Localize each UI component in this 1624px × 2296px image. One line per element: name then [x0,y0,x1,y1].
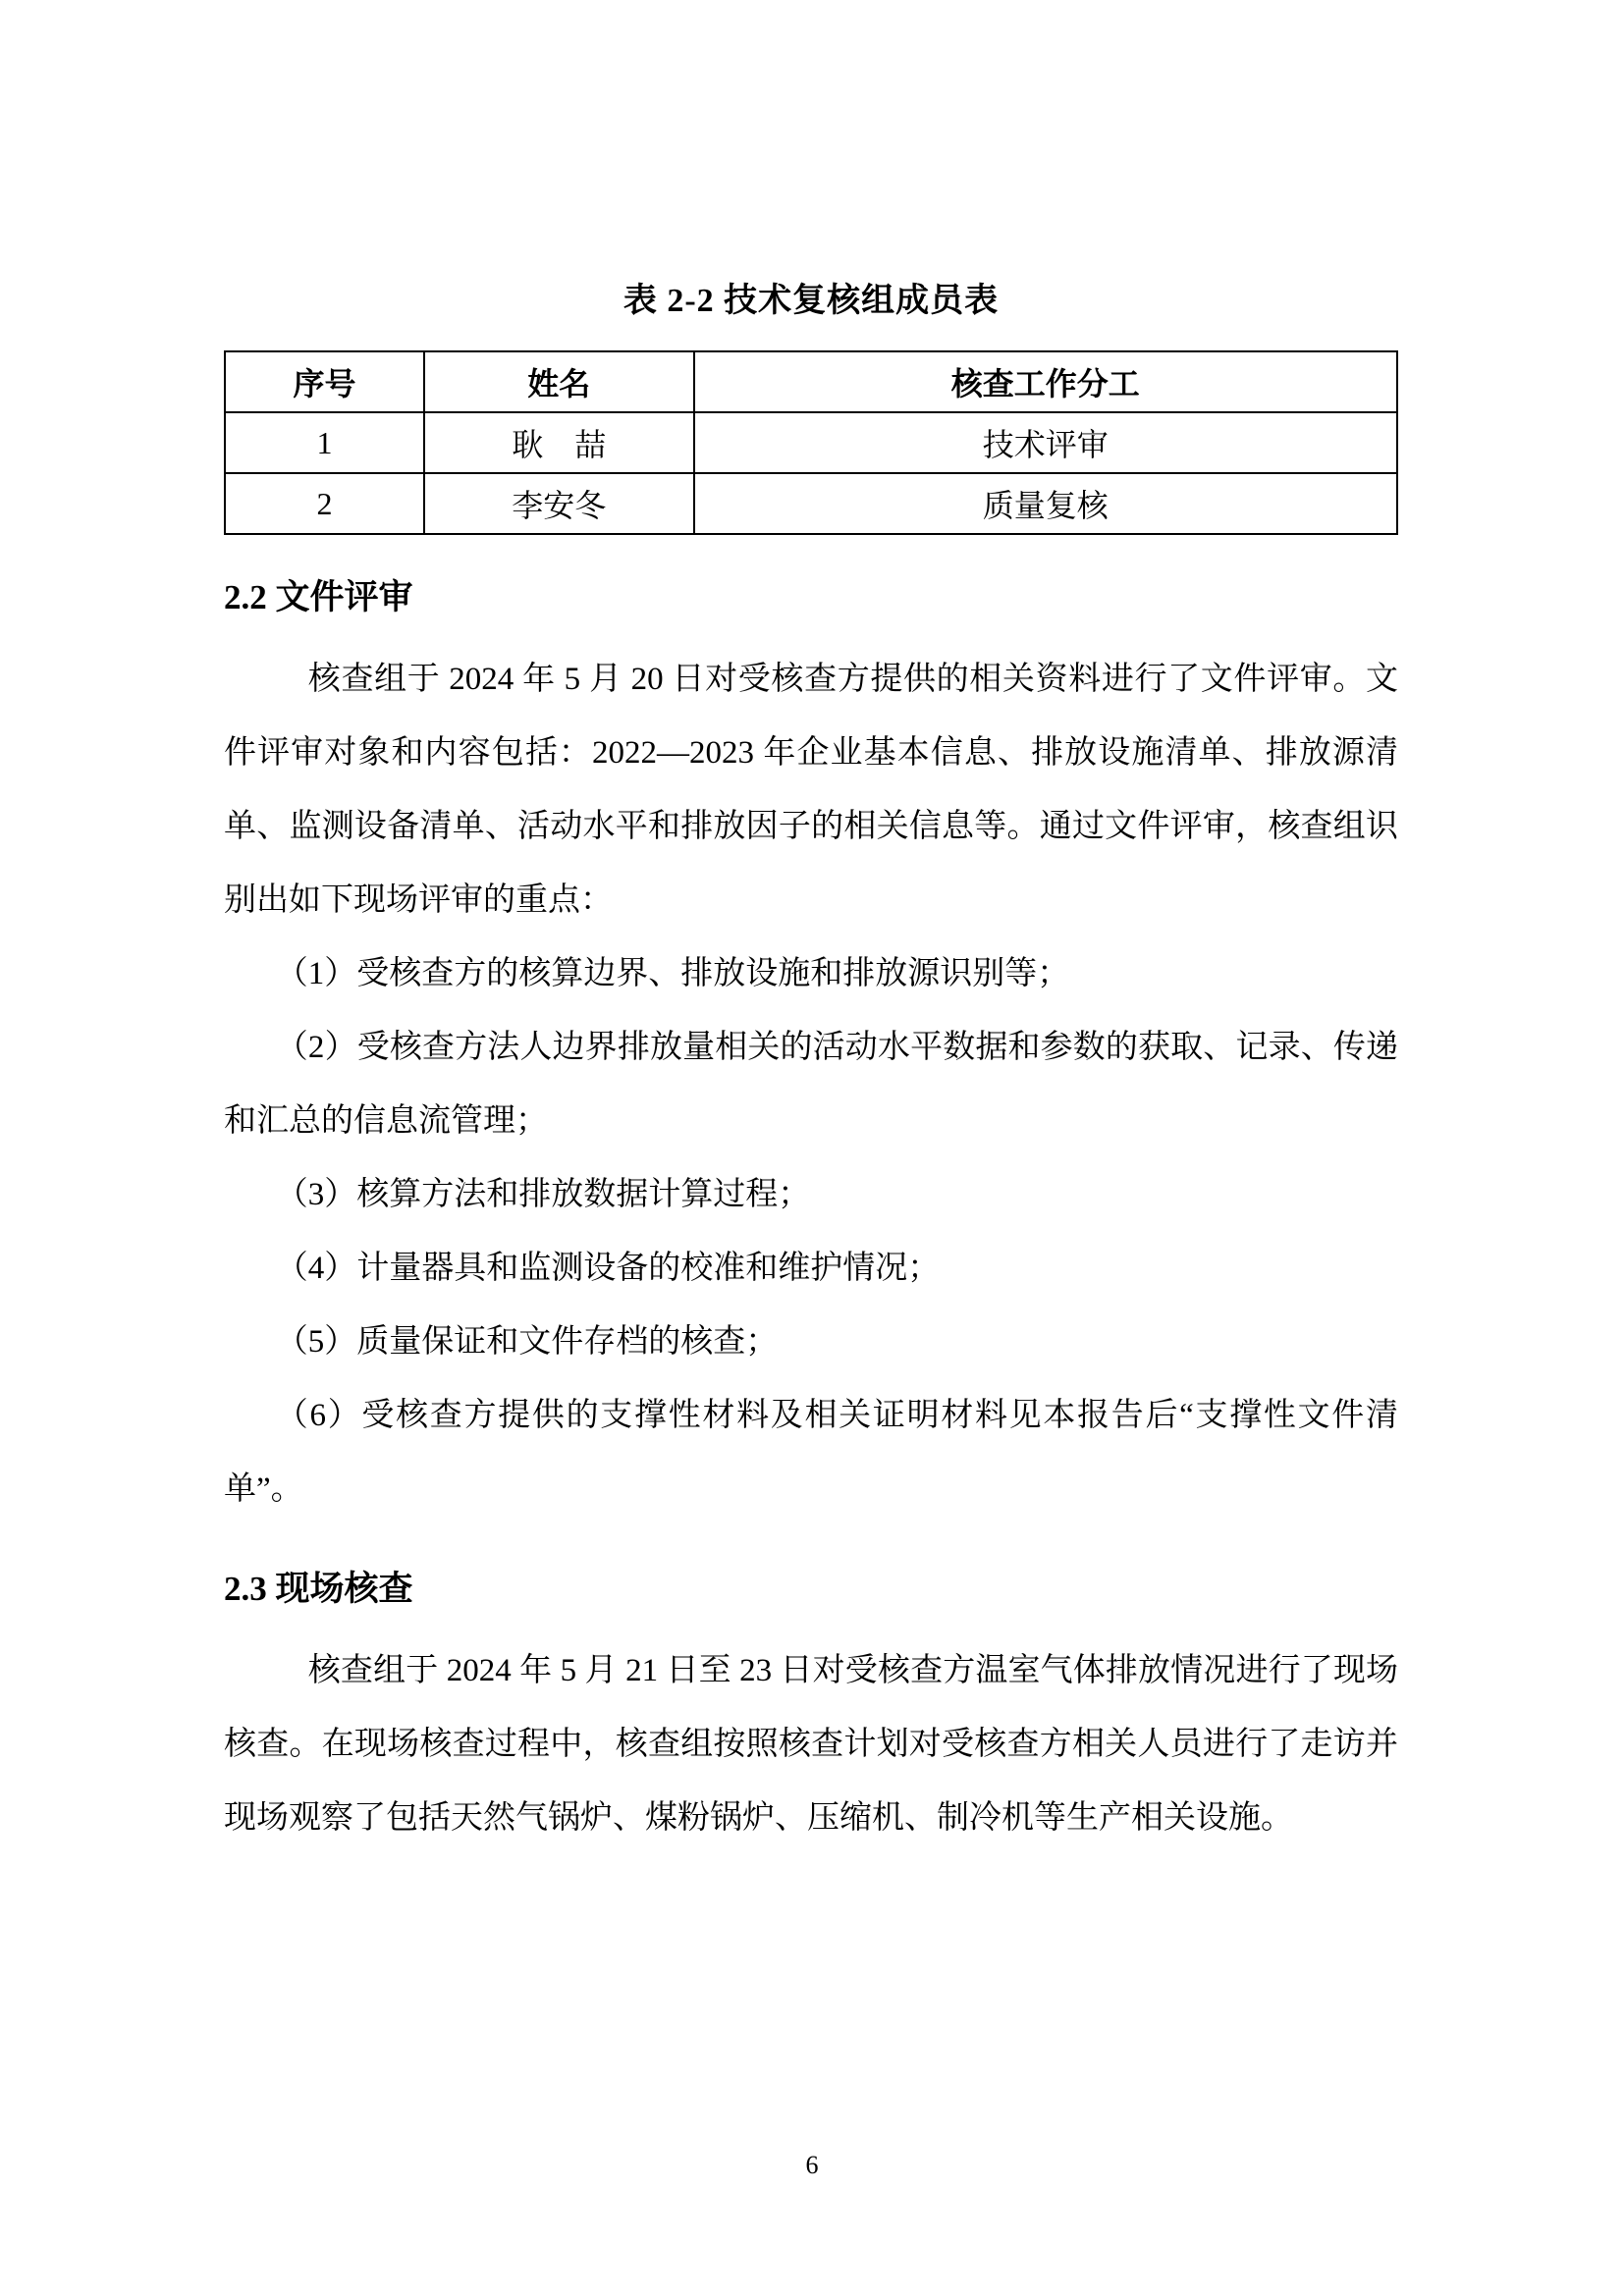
section-2-2-paragraph: 核查组于 2024 年 5 月 20 日对受核查方提供的相关资料进行了文件评审。文件评审对象和内容包括：2022—2023 年企业基本信息、排放设施清单、排放源清单、监测设备清单、活动水平和排放因子的相关信息等。通过文件评审，核查组识别出如下现场评审的重点： [224,662,1398,918]
cell-duty: 质量复核 [694,473,1397,534]
cell-no: 1 [225,412,424,473]
section-heading-2-2: 2.2 文件评审 [224,578,413,616]
cell-duty: 技术评审 [694,412,1397,473]
section-heading-2-3: 2.3 现场核查 [224,1570,413,1608]
page-number: 6 [805,2151,819,2179]
list-item-3: （3）核算方法和排放数据计算过程； [275,1177,811,1212]
page-content [224,273,1398,1855]
members-table [224,350,1398,535]
list-item-2: （2）受核查方法人边界排放量相关的活动水平数据和参数的获取、记录、传递和汇总的信息流管理； [224,1030,1398,1139]
list-item-4: （4）计量器具和监测设备的校准和维护情况； [275,1251,941,1286]
cell-name: 李安冬 [424,473,694,534]
table-caption: 表 2-2 技术复核组成员表 [623,283,1000,319]
list-item-6: （6）受核查方提供的支撑性材料及相关证明材料见本报告后“支撑性文件清单”。 [224,1398,1398,1507]
list-item-5: （5）质量保证和文件存档的核查； [275,1324,779,1360]
header-cell-no: 序号 [225,351,424,412]
section-2-3-paragraph: 核查组于 2024 年 5 月 21 日至 23 日对受核查方温室气体排放情况进行了现场核查。在现场核查过程中，核查组按照核查计划对受核查方相关人员进行了走访并现场观察了包括天然气锅炉、煤粉锅炉、压缩机、制冷机等生产相关设施。 [224,1653,1398,1836]
header-cell-name: 姓名 [424,351,694,412]
table-row [225,412,1397,473]
table-header-row [225,351,1397,412]
cell-no: 2 [225,473,424,534]
list-item-1: （1）受核查方的核算边界、排放设施和排放源识别等； [275,956,1070,991]
cell-name: 耿 喆 [424,412,694,473]
table-row [225,473,1397,534]
header-cell-duty: 核查工作分工 [694,351,1397,412]
